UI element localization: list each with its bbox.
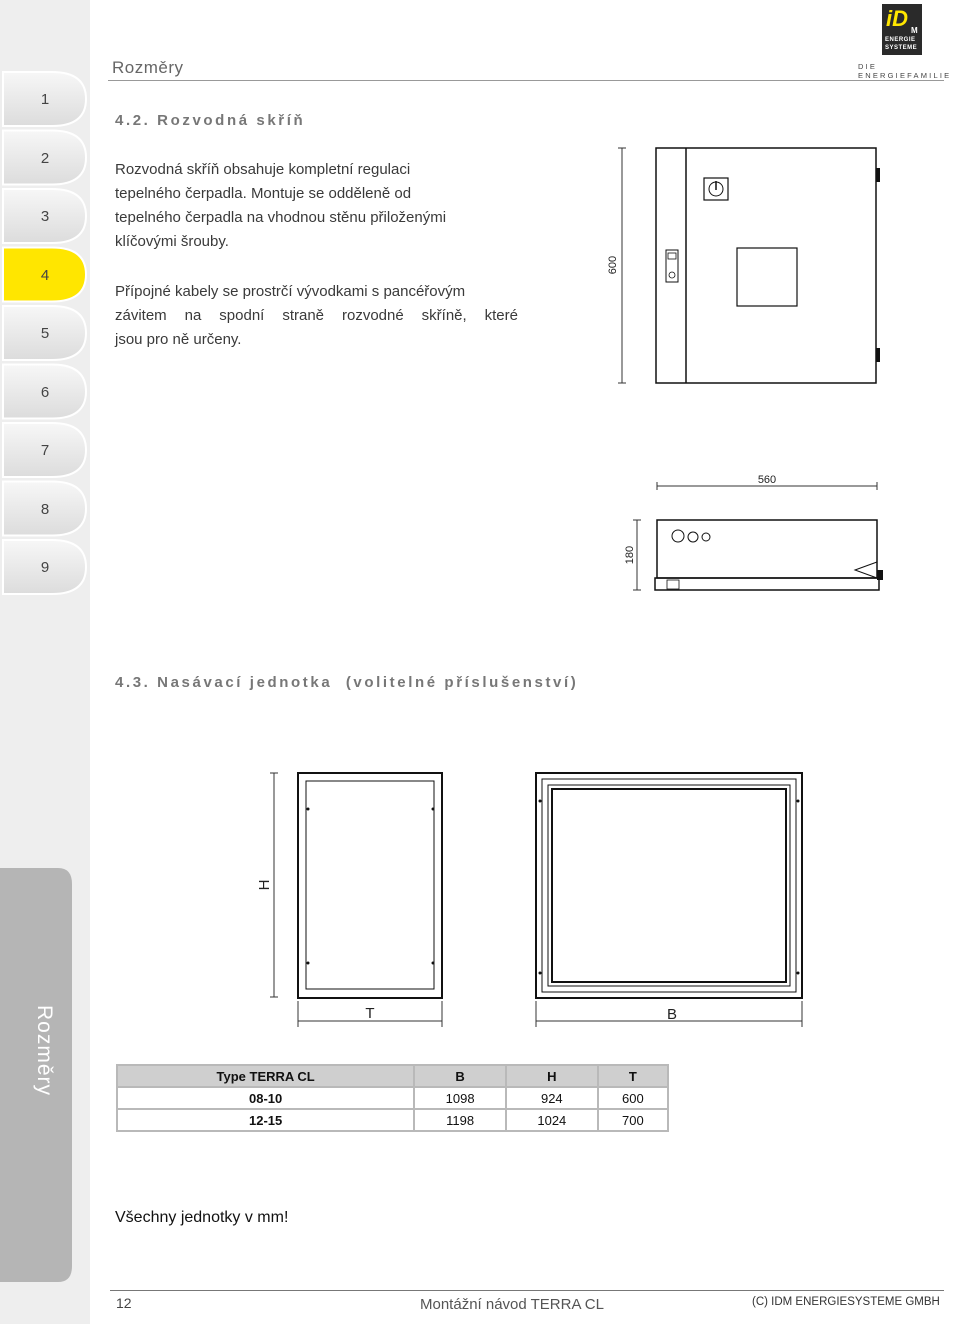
idm-logo bbox=[882, 4, 922, 55]
chapter-tab-label: 2 bbox=[40, 149, 50, 167]
dimensions-table bbox=[116, 1064, 669, 1132]
dim-width-label: 560 bbox=[757, 474, 777, 486]
switchbox-front-drawing bbox=[600, 140, 890, 390]
table-cell: 700 bbox=[598, 1109, 668, 1131]
chapter-sidebar bbox=[0, 0, 90, 1324]
sidebar-graphics bbox=[0, 0, 90, 1324]
chapter-tab-label: 3 bbox=[40, 208, 50, 225]
logo-line1: ENERGIE bbox=[885, 37, 916, 43]
table-cell: 1024 bbox=[506, 1109, 598, 1131]
chapter-tab-label: 7 bbox=[40, 442, 50, 459]
switchbox-bottom-drawing bbox=[615, 470, 890, 600]
text-line: Přípojné kabely se prostrčí vývodkami s pancéřovým bbox=[115, 283, 466, 300]
text-line: tepelného čerpadla. Montuje se odděleně od bbox=[115, 185, 412, 202]
table-cell: 1198 bbox=[414, 1109, 506, 1131]
chapter-tab-label: 1 bbox=[40, 91, 50, 108]
document-title: Montážní návod TERRA CL bbox=[420, 1296, 604, 1313]
logo-line2: SYSTEME bbox=[885, 45, 918, 51]
switchbox-description bbox=[115, 158, 535, 254]
page-header-title: Rozměry bbox=[112, 58, 184, 77]
dim-height-label: 600 bbox=[607, 255, 619, 275]
table-cell: 924 bbox=[506, 1087, 598, 1109]
text-line: jsou pro ně určeny. bbox=[115, 331, 242, 348]
table-header-cell: T bbox=[598, 1065, 668, 1087]
copyright-notice: (C) IDM ENERGIESYSTEME GMBH bbox=[752, 1296, 940, 1308]
units-note: Všechny jednotky v mm! bbox=[115, 1209, 289, 1226]
dim-depth-label: 180 bbox=[624, 545, 636, 565]
intake-side-drawing bbox=[250, 765, 450, 1030]
table-cell: 08-10 bbox=[117, 1087, 414, 1109]
table-header-cell: H bbox=[506, 1065, 598, 1087]
table-header-cell: Type TERRA CL bbox=[117, 1065, 414, 1087]
table-header-row bbox=[117, 1065, 668, 1087]
chapter-tab-label: 6 bbox=[40, 383, 50, 401]
dim-b-label: B bbox=[666, 1006, 678, 1023]
chapter-tab-label: 5 bbox=[40, 325, 50, 342]
footer-rule bbox=[110, 1290, 944, 1291]
dim-h-label: H bbox=[256, 879, 273, 891]
logo-sub: M bbox=[911, 26, 918, 35]
section-title-switchbox: 4.2. Rozvodná skříň bbox=[115, 112, 306, 129]
header-rule bbox=[108, 80, 944, 81]
brand-tagline: DIE ENERGIEFAMILIE bbox=[858, 62, 952, 80]
chapter-tab-label: 4 bbox=[40, 266, 50, 284]
chapter-tab-label: 8 bbox=[40, 500, 50, 518]
table-cell: 1098 bbox=[414, 1087, 506, 1109]
cable-description bbox=[115, 280, 518, 352]
text-line: tepelného čerpadla na vhodnou stěnu přiloženými bbox=[115, 209, 447, 226]
table-cell: 600 bbox=[598, 1087, 668, 1109]
text-line: závitem na spodní straně rozvodné skříně, které bbox=[115, 307, 518, 324]
intake-front-drawing bbox=[530, 765, 810, 1030]
table-row bbox=[117, 1087, 668, 1109]
sidebar-section-label: Rozměry bbox=[33, 1005, 56, 1097]
section-title-intake-unit: 4.3. Nasávací jednotka (volitelné příslušenství) bbox=[115, 674, 579, 691]
text-line: klíčovými šrouby. bbox=[115, 233, 229, 250]
table-header-cell: B bbox=[414, 1065, 506, 1087]
dim-t-label: T bbox=[365, 1005, 375, 1022]
page-number: 12 bbox=[116, 1295, 132, 1311]
chapter-tab-label: 9 bbox=[40, 559, 50, 576]
text-line: Rozvodná skříň obsahuje kompletní regulaci bbox=[115, 161, 411, 178]
table-cell: 12-15 bbox=[117, 1109, 414, 1131]
logo-mark: iD bbox=[886, 6, 908, 31]
table-row bbox=[117, 1109, 668, 1131]
